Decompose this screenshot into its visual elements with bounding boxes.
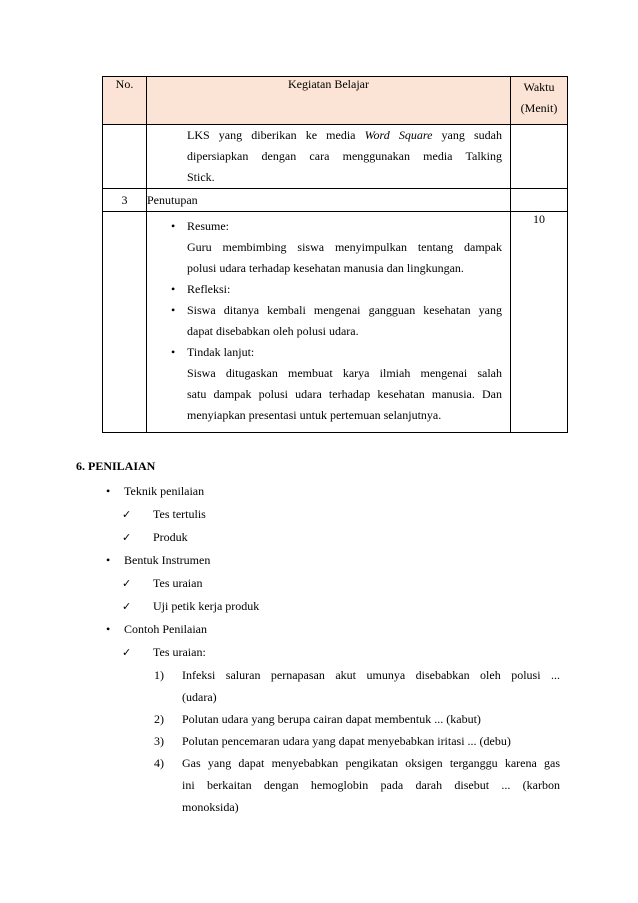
empty-number-cell [103, 212, 147, 433]
bullet-icon: • [171, 219, 176, 233]
list-item: • Refleksi: [171, 279, 502, 300]
check-icon: ✓ [122, 508, 132, 521]
check-icon: ✓ [122, 577, 132, 590]
bullet-icon: • [106, 622, 111, 636]
bullet-icon: • [106, 484, 111, 498]
question-item: 2) Polutan udara yang berupa cairan dapat membentuk ... (kabut) [154, 712, 481, 726]
empty-number-cell [103, 125, 147, 189]
list-item: • Contoh Penilaian [76, 618, 576, 641]
phase-number: 3 [103, 189, 147, 212]
closing-time: 10 [511, 212, 568, 433]
header-time-line1: Waktu [523, 80, 555, 94]
bullet-icon: • [171, 282, 176, 296]
text-line: dipersiapkan dengan cara menggunakan media Talking [187, 149, 502, 163]
list-item: • Resume: Guru membimbing siswa menyimpulkan tentang dampak polusi udara terhadap kesehatan manusia dan lingkungan. [171, 216, 502, 279]
list-item: • Teknik penilaian [76, 480, 576, 503]
question-item: 3) Polutan pencemaran udara yang dapat menyebabkan iritasi ... (debu) [154, 734, 511, 748]
closing-activity-cell [147, 212, 511, 433]
header-time [511, 77, 568, 125]
phase-label: Penutupan [147, 189, 511, 212]
list-item: • Tindak lanjut: Siswa ditugaskan membuat karya ilmiah mengenai salah satu dampak polusi udara terhadap kesehatan manusia. Dan menyiapkan presentasi untuk pertemuan selanjutnya. [171, 342, 502, 426]
assessment-section [76, 456, 576, 818]
header-activity: Kegiatan Belajar [147, 77, 511, 125]
header-no: No. [103, 77, 147, 125]
bullet-icon: • [171, 303, 176, 317]
list-item: • Bentuk Instrumen [76, 549, 576, 572]
list-item: ✓ Uji petik kerja produk [76, 595, 576, 618]
lesson-activity-table [102, 76, 568, 433]
list-item: ✓ Tes uraian: [76, 641, 576, 664]
check-icon: ✓ [122, 646, 132, 659]
bullet-icon: • [106, 553, 111, 567]
check-icon: ✓ [122, 531, 132, 544]
empty-time-cell [511, 125, 568, 189]
continued-activity-cell [147, 125, 511, 189]
header-time-line2: (Menit) [520, 101, 558, 115]
list-item: • Siswa ditanya kembali mengenai gangguan kesehatan yang dapat disebabkan oleh polusi udara. [171, 300, 502, 342]
list-item: ✓ Produk [76, 526, 576, 549]
table-header-row [103, 77, 568, 125]
check-icon: ✓ [122, 600, 132, 613]
table-row-phase [103, 189, 568, 212]
section-heading: 6. PENILAIAN [76, 459, 156, 473]
empty-time-cell [511, 189, 568, 212]
list-item: ✓ Tes tertulis [76, 503, 576, 526]
text-line: LKS yang diberikan ke media Word Square yang sudah [187, 128, 503, 142]
table-row-closing [103, 212, 568, 433]
question-item: 4) Gas yang dapat menyebabkan pengikatan oksigen terganggu karena gas ini berkaitan dengan hemoglobin pada darah disebut ... (karbon monoksida) [154, 756, 560, 814]
question-item: 1) Infeksi saluran pernapasan akut umunya disebabkan oleh polusi ... (udara) [154, 668, 560, 704]
text-line: Stick. [187, 170, 215, 184]
bullet-icon: • [171, 345, 176, 359]
table-row-continued [103, 125, 568, 189]
list-item: ✓ Tes uraian [76, 572, 576, 595]
